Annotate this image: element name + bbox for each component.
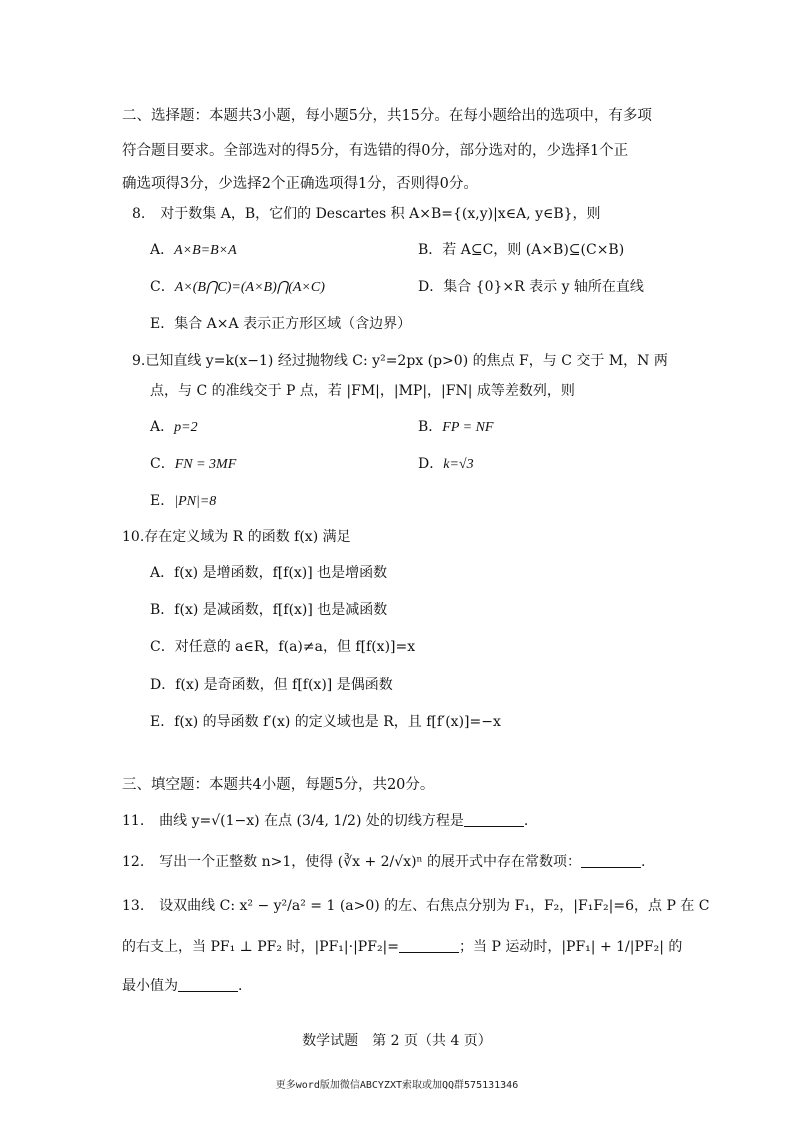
option-text: f(x) 的导函数 f′(x) 的定义域也是 R，且 f[f′(x)]=−x [174,714,501,730]
option-label: E． [150,493,175,509]
q12 [122,852,646,872]
section2-text-3: 确选项得3分，少选择2个正确选项得1分，否则得0分。 [122,176,478,192]
q9-stem-line1 [132,351,668,371]
answer-blank-2[interactable] [178,977,238,992]
option-text: 若 A⊆C，则 (A×B)⊆(C×B) [442,242,625,258]
option-text: f(x) 是奇函数，但 f[f(x)] 是偶函数 [175,677,393,693]
page-number-text: 数学试题 第 2 页（共 4 页） [302,1033,492,1049]
option-text: 集合 {0}×R 表示 y 轴所在直线 [443,279,644,295]
option-label: E． [150,316,175,332]
option-text: A×B=B×A [174,243,237,258]
option-label: C． [150,639,175,655]
option-label: A． [150,565,175,581]
question-number: 12. [122,854,145,870]
option-text: f(x) 是减函数，f[f(x)] 也是减函数 [174,602,388,618]
section2-text-1: 二、选择题：本题共3小题，每小题5分，共15分。在每小题给出的选项中，有多项 [122,108,652,124]
section2-line1 [122,106,652,126]
question-text: 最小值为 [122,978,178,994]
answer-blank-1[interactable] [399,938,459,953]
option-text: 对任意的 a∈R，f(a)≠a，但 f[f(x)]=x [174,639,416,655]
q9-option-e [150,491,216,512]
option-label: D． [150,677,176,693]
question-text: 设双曲线 C: x² − y²/a² = 1 (a>0) 的左、右焦点分别为 F₁，F₂，|F₁F₂|=6，点 P 在 C [159,898,710,914]
option-label: B． [418,419,443,435]
footer-note [0,1076,794,1091]
footer-note-text: 更多word版加微信ABCYZXT索取或加QQ群575131346 [275,1080,519,1091]
q8-option-a [150,240,237,261]
q11 [122,811,528,831]
question-text: 曲线 y=√(1−x) 在点 (3/4, 1/2) 处的切线方程是 [159,813,464,829]
question-stem: 存在定义域为 R 的函数 f(x) 满足 [144,529,351,545]
q8-option-e [150,314,411,334]
q9-option-d [418,454,474,475]
question-stem: 已知直线 y=k(x−1) 经过抛物线 C: y²=2px (p>0) 的焦点 F，与 C 交于 M，N 两 [145,353,668,369]
section2-text-2: 符合题目要求。全部选对的得5分，有选错的得0分，部分选对的，少选择1个正 [122,143,629,159]
q8-option-c [150,277,325,298]
option-text: FP = NF [442,420,494,435]
q13-line2 [122,937,682,957]
q9-stem-line2 [150,381,575,401]
answer-blank[interactable] [581,853,641,868]
question-number: 8. [132,206,146,222]
section2-line3 [122,174,478,194]
q10-option-d [150,675,393,695]
question-number: 11. [122,813,145,829]
q9-option-c [150,454,236,475]
question-stem: 点，与 C 的准线交于 P 点，若 |FM|，|MP|，|FN| 成等差数列，则 [150,383,575,399]
option-label: D． [418,279,444,295]
question-text: 写出一个正整数 n>1，使得 (∛x + 2/√x)ⁿ 的展开式中存在常数项： [159,854,582,870]
q8-option-b [418,240,624,260]
option-label: B． [418,242,443,258]
question-number: 10. [122,529,145,545]
option-label: C． [150,279,175,295]
question-number: 13. [122,898,145,914]
option-text: FN = 3MF [174,457,237,472]
q8-stem [132,204,601,224]
q13-line3 [122,976,242,996]
q9-option-b [418,417,493,438]
option-label: D． [418,456,444,472]
question-text: 的右支上，当 PF₁ ⊥ PF₂ 时，|PF₁|·|PF₂|= [122,939,399,955]
end-period: . [641,854,646,870]
q10-option-a [150,563,387,583]
q13-line1 [122,896,710,916]
option-label: A． [150,242,175,258]
option-text: |PN|=8 [174,494,217,509]
answer-blank[interactable] [464,812,524,827]
option-label: A． [150,419,175,435]
q10-stem [122,527,351,547]
option-label: E． [150,714,175,730]
question-number: 9. [132,353,146,369]
option-text: A×(B⋂C)=(A×B)⋂(A×C) [174,280,325,295]
section2-line2 [122,141,628,161]
end-period: . [523,813,529,829]
q10-option-c [150,637,415,657]
option-text: 集合 A×A 表示正方形区域（含边界） [174,316,412,332]
page-footer [0,1030,794,1050]
option-label: C． [150,456,175,472]
option-text: f(x) 是增函数，f[f(x)] 也是增函数 [174,565,388,581]
q8-option-d [418,277,644,297]
q10-option-e [150,712,501,732]
section3-heading-text: 三、填空题：本题共4小题，每题5分，共20分。 [122,777,435,793]
q9-option-a [150,417,198,438]
question-stem: 对于数集 A，B，它们的 Descartes 积 A×B={(x,y)|x∈A, y∈B}，则 [160,206,601,222]
option-text: p=2 [174,420,198,435]
q10-option-b [150,600,387,620]
section3-heading [122,775,434,795]
option-label: B． [150,602,175,618]
question-text: ；当 P 运动时，|PF₁| + 1/|PF₂| 的 [459,939,683,955]
option-text: k=√3 [443,457,474,472]
end-period: . [238,978,243,994]
